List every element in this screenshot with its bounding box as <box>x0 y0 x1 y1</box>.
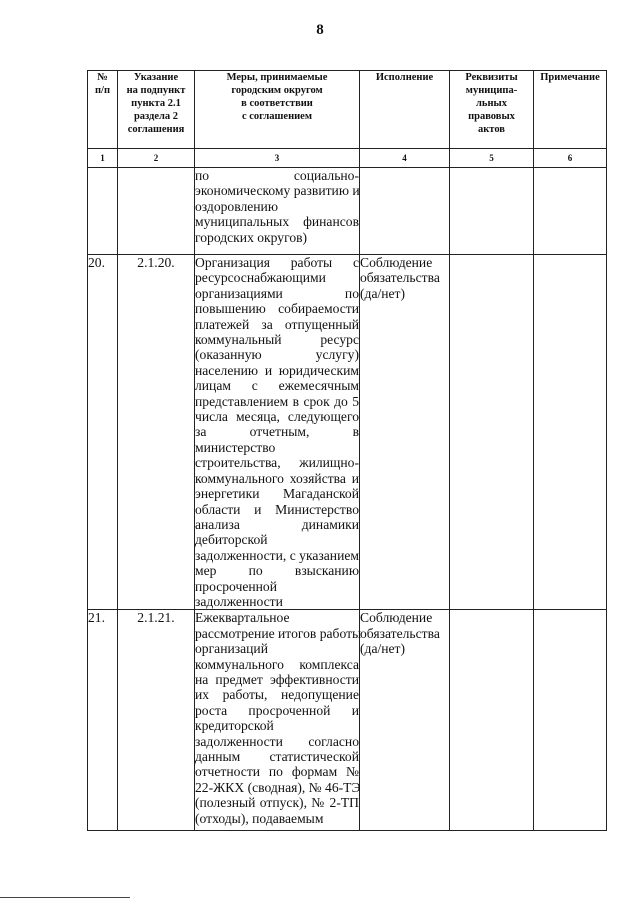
table-row <box>88 610 607 831</box>
text-line: коммунального хозяйства и <box>195 470 359 486</box>
text-line: обязательства <box>360 625 440 641</box>
text-line: обязательства <box>360 270 440 286</box>
measure-text <box>195 610 360 831</box>
text-line: на предмет эффективности <box>195 671 359 687</box>
column-number: 3 <box>195 149 360 168</box>
row-number <box>88 168 118 255</box>
text-line: 22-ЖКХ (сводная), № 46-ТЭ <box>195 779 361 795</box>
table-row <box>88 255 607 610</box>
execution-text <box>360 168 450 255</box>
text-line: кредиторской <box>195 718 274 734</box>
text-line: организациями по <box>195 285 359 301</box>
note-cell <box>534 255 607 610</box>
text-line: энергетики Магаданской <box>195 486 359 502</box>
text-line: (да/нет) <box>360 641 406 657</box>
text-line: Организация работы с <box>195 255 359 270</box>
text-line: министерство <box>195 439 276 455</box>
text-line: мер по взысканию <box>195 563 359 579</box>
row-number: 21. <box>88 610 118 831</box>
text-line: представлением в срок до 5 <box>195 393 359 409</box>
measures-table <box>87 70 607 831</box>
text-line: муниципальных финансов <box>195 214 359 230</box>
text-line: коммунальный ресурс <box>195 332 359 348</box>
text-line: дебиторской <box>195 532 268 548</box>
text-line: данным статистической <box>195 749 359 764</box>
header-subpoint: Указание на подпункт пункта 2.1 раздела 2 соглашения <box>118 71 195 149</box>
text-line: ресурсоснабжающими <box>195 270 326 286</box>
text-line: городских округов) <box>195 229 308 245</box>
text-line: платежей за отпущенный <box>195 316 359 332</box>
text-line: Соблюдение <box>360 255 433 270</box>
text-line: (полезный отпуск), № 2-ТП <box>195 795 359 811</box>
execution-text <box>360 255 450 610</box>
text-line: (да/нет) <box>360 285 406 301</box>
text-line: задолженности, с указанием <box>195 547 359 563</box>
header-measures: Меры, принимаемые городским округом в соответствии с соглашением <box>195 71 360 149</box>
subpoint-ref: 2.1.21. <box>118 610 195 831</box>
subpoint-ref: 2.1.20. <box>118 255 195 610</box>
text-line: их работы, недопущение <box>195 687 359 703</box>
text-line: за отчетным, в <box>195 424 359 440</box>
header-note: Примечание <box>534 71 607 149</box>
footnote-divider <box>0 897 130 898</box>
text-line: Ежеквартальное <box>195 610 290 626</box>
measure-text <box>195 255 360 610</box>
column-number: 1 <box>88 149 118 168</box>
page-number: 8 <box>316 22 324 38</box>
column-number: 6 <box>534 149 607 168</box>
text-line: строительства, жилищно- <box>195 455 359 471</box>
text-line: задолженности <box>195 593 283 609</box>
text-line: числа месяца, следующего <box>195 409 359 425</box>
text-line: просроченной <box>195 578 277 594</box>
text-line: коммунального комплекса <box>195 656 359 672</box>
legal-acts-cell <box>450 610 534 831</box>
text-line: организаций <box>195 641 268 657</box>
header-legal-acts: Реквизиты муниципа- льных правовых актов <box>450 71 534 149</box>
table-row <box>88 168 607 255</box>
text-line: по социально- <box>195 168 359 183</box>
header-execution: Исполнение <box>360 71 450 149</box>
measure-text <box>195 168 360 255</box>
subpoint-ref <box>118 168 195 255</box>
text-line: лицам с ежемесячным <box>195 378 359 394</box>
text-line: (отходы), подаваемым <box>195 810 324 826</box>
legal-acts-cell <box>450 255 534 610</box>
text-line: области и Министерство <box>195 501 359 517</box>
column-number: 4 <box>360 149 450 168</box>
header-row <box>88 71 607 149</box>
text-line: населению и юридическим <box>195 362 359 378</box>
header-number: № п/п <box>88 71 118 149</box>
text-line: оздоровлению <box>195 198 278 214</box>
text-line: отчетности по формам № <box>195 764 359 780</box>
note-cell <box>534 610 607 831</box>
execution-text <box>360 610 450 831</box>
row-number: 20. <box>88 255 118 610</box>
text-line: Соблюдение <box>360 610 433 626</box>
note-cell <box>534 168 607 255</box>
text-line: экономическому развитию и <box>195 183 360 199</box>
legal-acts-cell <box>450 168 534 255</box>
column-number-row <box>88 149 607 168</box>
text-line: роста просроченной и <box>195 702 359 718</box>
text-line: задолженности согласно <box>195 733 359 749</box>
text-line: повышению собираемости <box>195 301 359 317</box>
text-line: (оказанную услугу) <box>195 347 359 363</box>
column-number: 5 <box>450 149 534 168</box>
text-line: рассмотрение итогов работы <box>195 625 362 641</box>
column-number: 2 <box>118 149 195 168</box>
text-line: анализа динамики <box>195 516 359 532</box>
